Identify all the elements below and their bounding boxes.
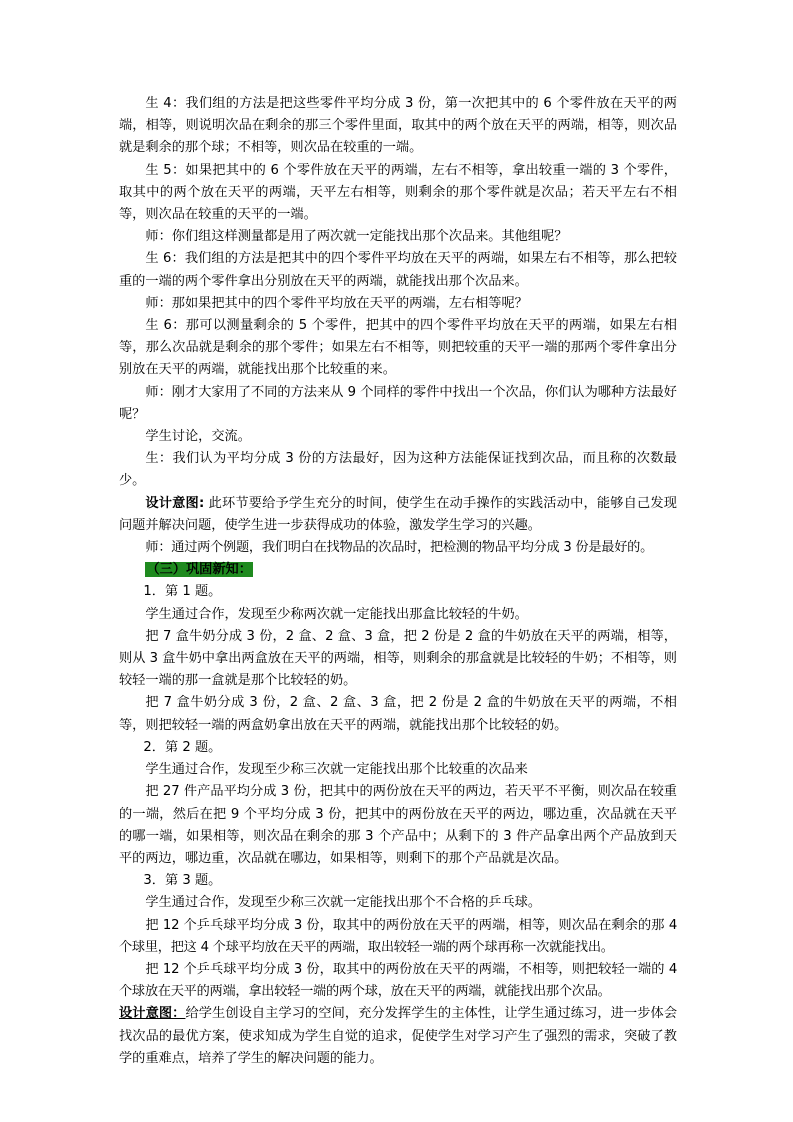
exercise-1-method-a: 把 7 盒牛奶分成 3 份，2 盒、2 盒、3 盒，把 2 份是 2 盒的牛奶放在天平的两端，相等，则从 3 盒牛奶中拿出两盒放在天平的两端，相等，则剩余的那盒就是比较轻的牛奶；不相等，则较轻一端的那一盒就是那个比较轻的奶。 — [119, 628, 677, 689]
exercise-1-summary: 学生通过合作，发现至少称两次就一定能找出那盒比较轻的牛奶。 — [145, 606, 528, 622]
exercise-2-method: 把 27 件产品平均分成 3 份，把其中的两份放在天平的两边，若天平不平衡，则次品在较重的一端，然后在把 9 个平均分成 3 份，把其中的两份放在天平的两边，哪边重，次品就在天平的哪一端，如果相等，则次品在剩余的那 3 个产品中；从剩下的 3 件产品拿出两个产品放到天平的两边，哪边重，次品就在哪边，如果相等，则剩下的那个产品就是次品。 — [119, 784, 677, 866]
paragraph-teacher-which-method: 师：刚才大家用了不同的方法来从 9 个同样的零件中找出一个次品，你们认为哪种方法最好呢？ — [119, 384, 677, 422]
exercise-2-title: 2．第 2 题。 — [143, 739, 222, 755]
section-heading: （三）巩固新知： — [146, 562, 252, 578]
paragraph-student6-a: 生 6：我们组的方法是把其中的四个零件平均放在天平的两端，如果左右不相等，那么把较重的一端的两个零件拿出分别放在天平的两端，就能找出那个次品来。 — [119, 251, 677, 289]
paragraph-student6-b: 生 6：那可以测量剩余的 5 个零件，把其中的四个零件平均放在天平的两端，如果左右相等，那么次品就是剩余的那个零件；如果左右不相等，则把较重的天平一端的那两个零件拿出分别放在天平的两端，就能找出那个比较重的来。 — [119, 318, 677, 378]
paragraph-student4: 生 4：我们组的方法是把这些零件平均分成 3 份，第一次把其中的 6 个零件放在天平的两端，相等，则说明次品在剩余的那三个零件里面，取其中的两个放在天平的两端，相等，则次品就是剩余的那个球；不相等，则次品在较重的一端。 — [119, 96, 677, 156]
exercise-2-summary: 学生通过合作，发现至少称三次就一定能找出那个比较重的次品来 — [145, 762, 528, 778]
exercise-3-summary: 学生通过合作，发现至少称三次就一定能找出那个不合格的乒乓球。 — [145, 895, 542, 911]
paragraph-teacher-summary: 师：通过两个例题，我们明白在找物品的次品时，把检测的物品平均分成 3 份是最好的。 — [145, 540, 654, 556]
exercise-3-method-b: 把 12 个乒乓球平均分成 3 份，取其中的两份放在天平的两端，不相等，则把较轻一端的 4 个球放在天平的两端，拿出较轻一端的两个球，放在天平的两端，就能找出那个次品。 — [119, 961, 677, 1000]
paragraph-teacher-question: 师：你们组这样测量都是用了两次就一定能找出那个次品来。其他组呢？ — [145, 229, 568, 245]
exercise-3-method-a: 把 12 个乒乓球平均分成 3 份，取其中的两份放在天平的两端，相等，则次品在剩余的那 4 个球里，把这 4 个球平均放在天平的两端，取出较轻一端的两个球再称一次就能找出。 — [119, 917, 677, 955]
paragraph-discussion: 学生讨论，交流。 — [145, 429, 251, 445]
paragraph-student5: 生 5：如果把其中的 6 个零件放在天平的两端，左右不相等，拿出较重一端的 3 个零件，取其中的两个放在天平的两端，天平左右相等，则剩余的那个零件就是次品；若天平左右不相等，则次品在较重的天平的一端。 — [119, 162, 677, 223]
paragraph-teacher-followup: 师：那如果把其中的四个零件平均放在天平的两端，左右相等呢？ — [145, 295, 528, 311]
paragraph-student-answer: 生：我们认为平均分成 3 份的方法最好，因为这种方法能保证找到次品，而且称的次数最少。 — [119, 451, 677, 489]
design-intent-text: 此环节要给予学生充分的时间，使学生在动手操作的实践活动中，能够自己发现问题并解决问题，使学生进一步获得成功的体验，激发学生学习的兴趣。 — [119, 495, 677, 533]
design-intent-2-label: 设计意图： — [119, 1006, 186, 1022]
document-body — [119, 93, 677, 1070]
design-intent-label: 设计意图: — [145, 495, 205, 511]
section-heading-line — [119, 559, 677, 581]
exercise-1-method-b: 把 7 盒牛奶分成 3 份，2 盒、2 盒、3 盒，把 2 份是 2 盒的牛奶放在天平的两端，不相等，则把较轻一端的两盒奶拿出放在天平的两端，就能找出那个比较轻的奶。 — [119, 695, 677, 733]
design-intent-2-text: 给学生创设自主学习的空间，充分发挥学生的主体性，让学生通过练习，进一步体会找次品的最优方案，使求知成为学生自觉的追求，促使学生对学习产生了强烈的需求，突破了教学的重难点，培养了学生的解决问题的能力。 — [119, 1006, 678, 1066]
design-intent-1 — [119, 493, 677, 537]
exercise-1-title: 1．第 1 题。 — [143, 584, 222, 600]
exercise-3-title: 3．第 3 题。 — [143, 873, 222, 889]
design-intent-2 — [119, 1003, 677, 1070]
